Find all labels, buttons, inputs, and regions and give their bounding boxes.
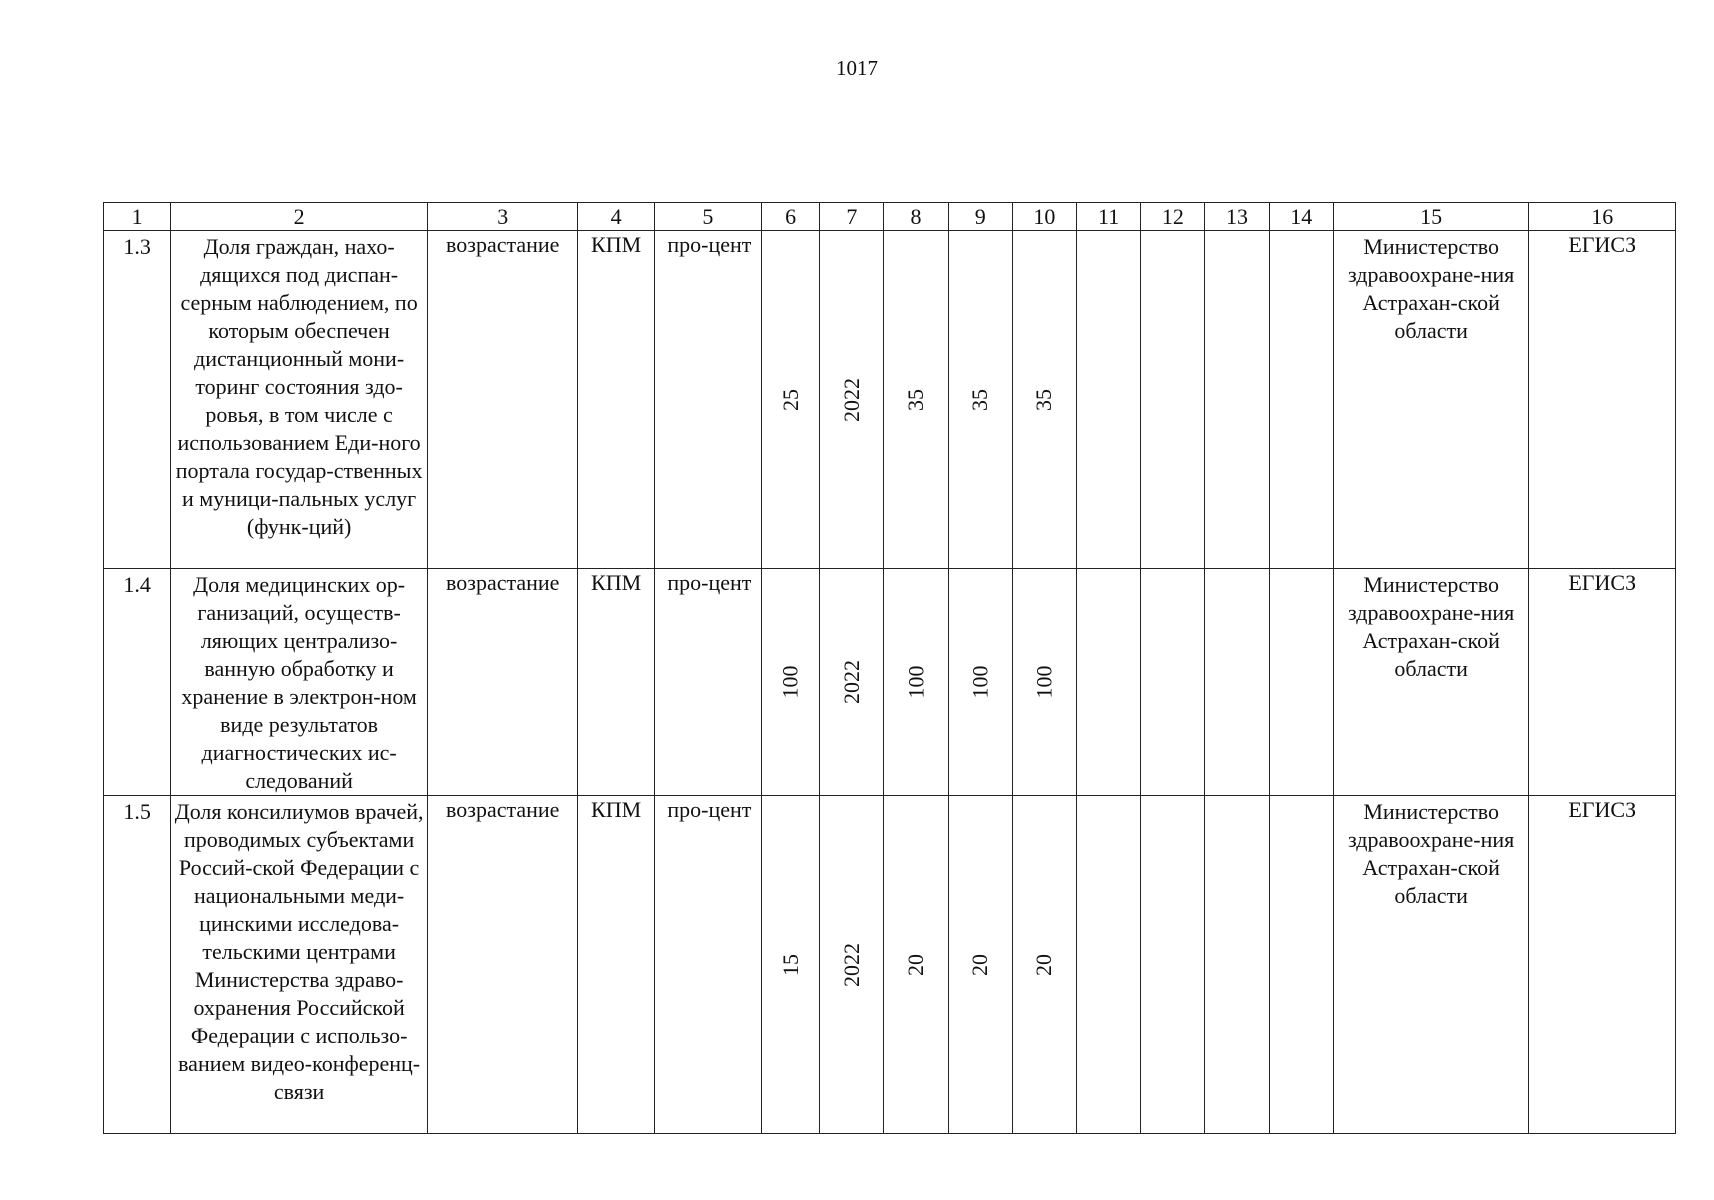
system-cell: ЕГИСЗ: [1529, 231, 1676, 569]
type-cell: КПМ: [578, 231, 654, 569]
indicator-name: Доля медицинских ор-ганизаций, осуществ-ляющих централизо-ванную обработку и хранение в электрон-ном виде результатов диагностических ис-следований: [171, 569, 428, 796]
row-number: 1.3: [104, 231, 171, 569]
table-header-row: [104, 203, 1676, 231]
unit-cell: про-цент: [654, 231, 761, 569]
trend-cell: возрастание: [428, 231, 578, 569]
value-cell-12: [1141, 796, 1205, 1134]
base-year-cell: [820, 569, 884, 796]
base-value-cell: [762, 569, 820, 796]
column-header: 10: [1012, 203, 1076, 231]
indicators-table: [103, 202, 1676, 1134]
base-value-cell: [762, 796, 820, 1134]
value-9: 100: [967, 665, 993, 699]
column-header: 5: [654, 203, 761, 231]
value-cell-11: [1077, 796, 1141, 1134]
value-cell-10: [1012, 796, 1076, 1134]
column-header: 11: [1077, 203, 1141, 231]
responsible-cell: Министерство здравоохране-ния Астрахан-ской области: [1333, 796, 1529, 1134]
column-header: 4: [578, 203, 654, 231]
value-10: 35: [1031, 388, 1057, 411]
responsible-cell: Министерство здравоохране-ния Астрахан-ской области: [1333, 569, 1529, 796]
unit-cell: про-цент: [654, 569, 761, 796]
column-header: 8: [884, 203, 948, 231]
value-cell-9: [948, 796, 1012, 1134]
trend-cell: возрастание: [428, 569, 578, 796]
column-header: 7: [820, 203, 884, 231]
column-header: 15: [1333, 203, 1529, 231]
value-9: 20: [967, 953, 993, 976]
base-year-cell: [820, 231, 884, 569]
system-cell: ЕГИСЗ: [1529, 569, 1676, 796]
value-8: 20: [903, 953, 929, 976]
value-cell-9: [948, 231, 1012, 569]
base-value: 15: [777, 953, 803, 976]
value-cell-12: [1141, 231, 1205, 569]
value-cell-9: [948, 569, 1012, 796]
value-cell-14: [1269, 231, 1333, 569]
table-row: [104, 796, 1676, 1134]
unit-cell: про-цент: [654, 796, 761, 1134]
value-8: 100: [903, 665, 929, 699]
base-value: 100: [777, 665, 803, 699]
row-number: 1.4: [104, 569, 171, 796]
indicator-name: Доля граждан, нахо-дящихся под диспан-серным наблюдением, по которым обеспечен дистанционный мони-торинг состояния здо-ровья, в том числе с использованием Еди-ного портала государ-ственных и муници-пальных услуг (функ-ций): [171, 231, 428, 569]
base-year-cell: [820, 796, 884, 1134]
value-cell-10: [1012, 569, 1076, 796]
value-9: 35: [967, 388, 993, 411]
value-cell-11: [1077, 569, 1141, 796]
value-cell-8: [884, 231, 948, 569]
responsible-cell: Министерство здравоохране-ния Астрахан-ской области: [1333, 231, 1529, 569]
indicator-name: Доля консилиумов врачей, проводимых субъектами Россий-ской Федерации с национальными меди-цинскими исследова-тельскими центрами Министерства здраво-охранения Российской Федерации с использо-ванием видео-конференц-связи: [171, 796, 428, 1134]
table-row: [104, 231, 1676, 569]
base-value-cell: [762, 231, 820, 569]
base-value: 25: [777, 388, 803, 411]
base-year: 2022: [838, 377, 864, 422]
value-cell-14: [1269, 796, 1333, 1134]
type-cell: КПМ: [578, 569, 654, 796]
base-year: 2022: [838, 660, 864, 704]
value-10: 100: [1031, 665, 1057, 699]
value-cell-12: [1141, 569, 1205, 796]
value-10: 20: [1031, 953, 1057, 976]
column-header: 2: [171, 203, 428, 231]
trend-cell: возрастание: [428, 796, 578, 1134]
column-header: 12: [1141, 203, 1205, 231]
value-8: 35: [903, 388, 929, 411]
value-cell-13: [1205, 231, 1269, 569]
page-number: 1017: [836, 56, 878, 80]
column-header: 6: [762, 203, 820, 231]
value-cell-8: [884, 569, 948, 796]
column-header: 13: [1205, 203, 1269, 231]
type-cell: КПМ: [578, 796, 654, 1134]
value-cell-11: [1077, 231, 1141, 569]
value-cell-8: [884, 796, 948, 1134]
column-header: 9: [948, 203, 1012, 231]
value-cell-14: [1269, 569, 1333, 796]
value-cell-13: [1205, 796, 1269, 1134]
column-header: 3: [428, 203, 578, 231]
row-number: 1.5: [104, 796, 171, 1134]
column-header: 1: [104, 203, 171, 231]
value-cell-10: [1012, 231, 1076, 569]
table-row: [104, 569, 1676, 796]
base-year: 2022: [838, 942, 864, 987]
column-header: 16: [1529, 203, 1676, 231]
column-header: 14: [1269, 203, 1333, 231]
value-cell-13: [1205, 569, 1269, 796]
system-cell: ЕГИСЗ: [1529, 796, 1676, 1134]
